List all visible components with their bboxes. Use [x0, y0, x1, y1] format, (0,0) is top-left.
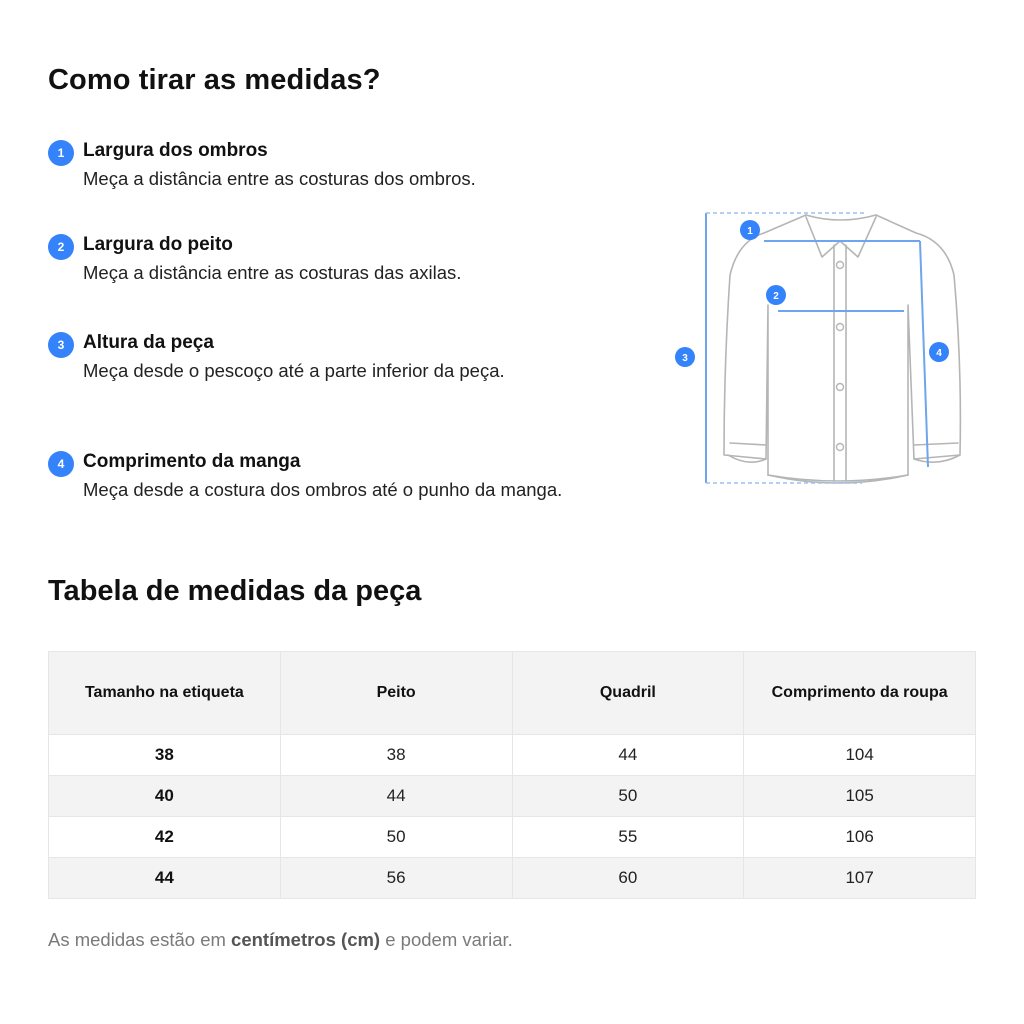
marker-1: 1 [747, 226, 753, 237]
step-number-badge: 1 [48, 140, 74, 166]
step-number-badge: 4 [48, 451, 74, 477]
cell-hip: 50 [512, 776, 744, 817]
cell-chest: 38 [280, 735, 512, 776]
footnote-prefix: As medidas estão em [48, 929, 232, 950]
cell-size: 40 [49, 776, 281, 817]
table-row [49, 776, 976, 817]
cell-size: 44 [49, 858, 281, 899]
step-title: Comprimento da manga [83, 451, 301, 472]
column-header-length: Comprimento da roupa [744, 652, 976, 735]
step-description: Meça a distância entre as costuras dos ombros. [83, 168, 476, 189]
units-footnote [48, 929, 513, 951]
cell-length: 104 [744, 735, 976, 776]
step-number-badge: 3 [48, 332, 74, 358]
cell-length: 105 [744, 776, 976, 817]
size-table-title: Tabela de medidas da peça [48, 575, 422, 607]
table-header-row [49, 652, 976, 735]
step-title: Largura dos ombros [83, 140, 268, 161]
cell-chest: 50 [280, 817, 512, 858]
marker-2: 2 [773, 291, 779, 302]
marker-4: 4 [936, 348, 942, 359]
column-header-size: Tamanho na etiqueta [49, 652, 281, 735]
step-description: Meça desde a costura dos ombros até o punho da manga. [83, 479, 563, 500]
cell-hip: 60 [512, 858, 744, 899]
cell-size: 38 [49, 735, 281, 776]
footnote-suffix: e podem variar. [380, 929, 513, 950]
table-row [49, 858, 976, 899]
cell-chest: 44 [280, 776, 512, 817]
marker-3: 3 [682, 353, 688, 364]
step-description: Meça a distância entre as costuras das axilas. [83, 262, 462, 283]
cell-size: 42 [49, 817, 281, 858]
how-to-measure-title: Como tirar as medidas? [48, 64, 381, 96]
cell-length: 106 [744, 817, 976, 858]
cell-hip: 44 [512, 735, 744, 776]
table-row [49, 735, 976, 776]
cell-chest: 56 [280, 858, 512, 899]
step-title: Altura da peça [83, 332, 214, 353]
footnote-units: centímetros (cm) [231, 929, 381, 950]
column-header-chest: Peito [280, 652, 512, 735]
size-table [48, 651, 976, 899]
column-header-hip: Quadril [512, 652, 744, 735]
step-title: Largura do peito [83, 234, 233, 255]
cell-hip: 55 [512, 817, 744, 858]
step-description: Meça desde o pescoço até a parte inferior da peça. [83, 360, 505, 381]
table-row [49, 817, 976, 858]
shirt-measurement-diagram [668, 205, 968, 495]
step-number-badge: 2 [48, 234, 74, 260]
cell-length: 107 [744, 858, 976, 899]
shirt-icon [668, 205, 968, 495]
